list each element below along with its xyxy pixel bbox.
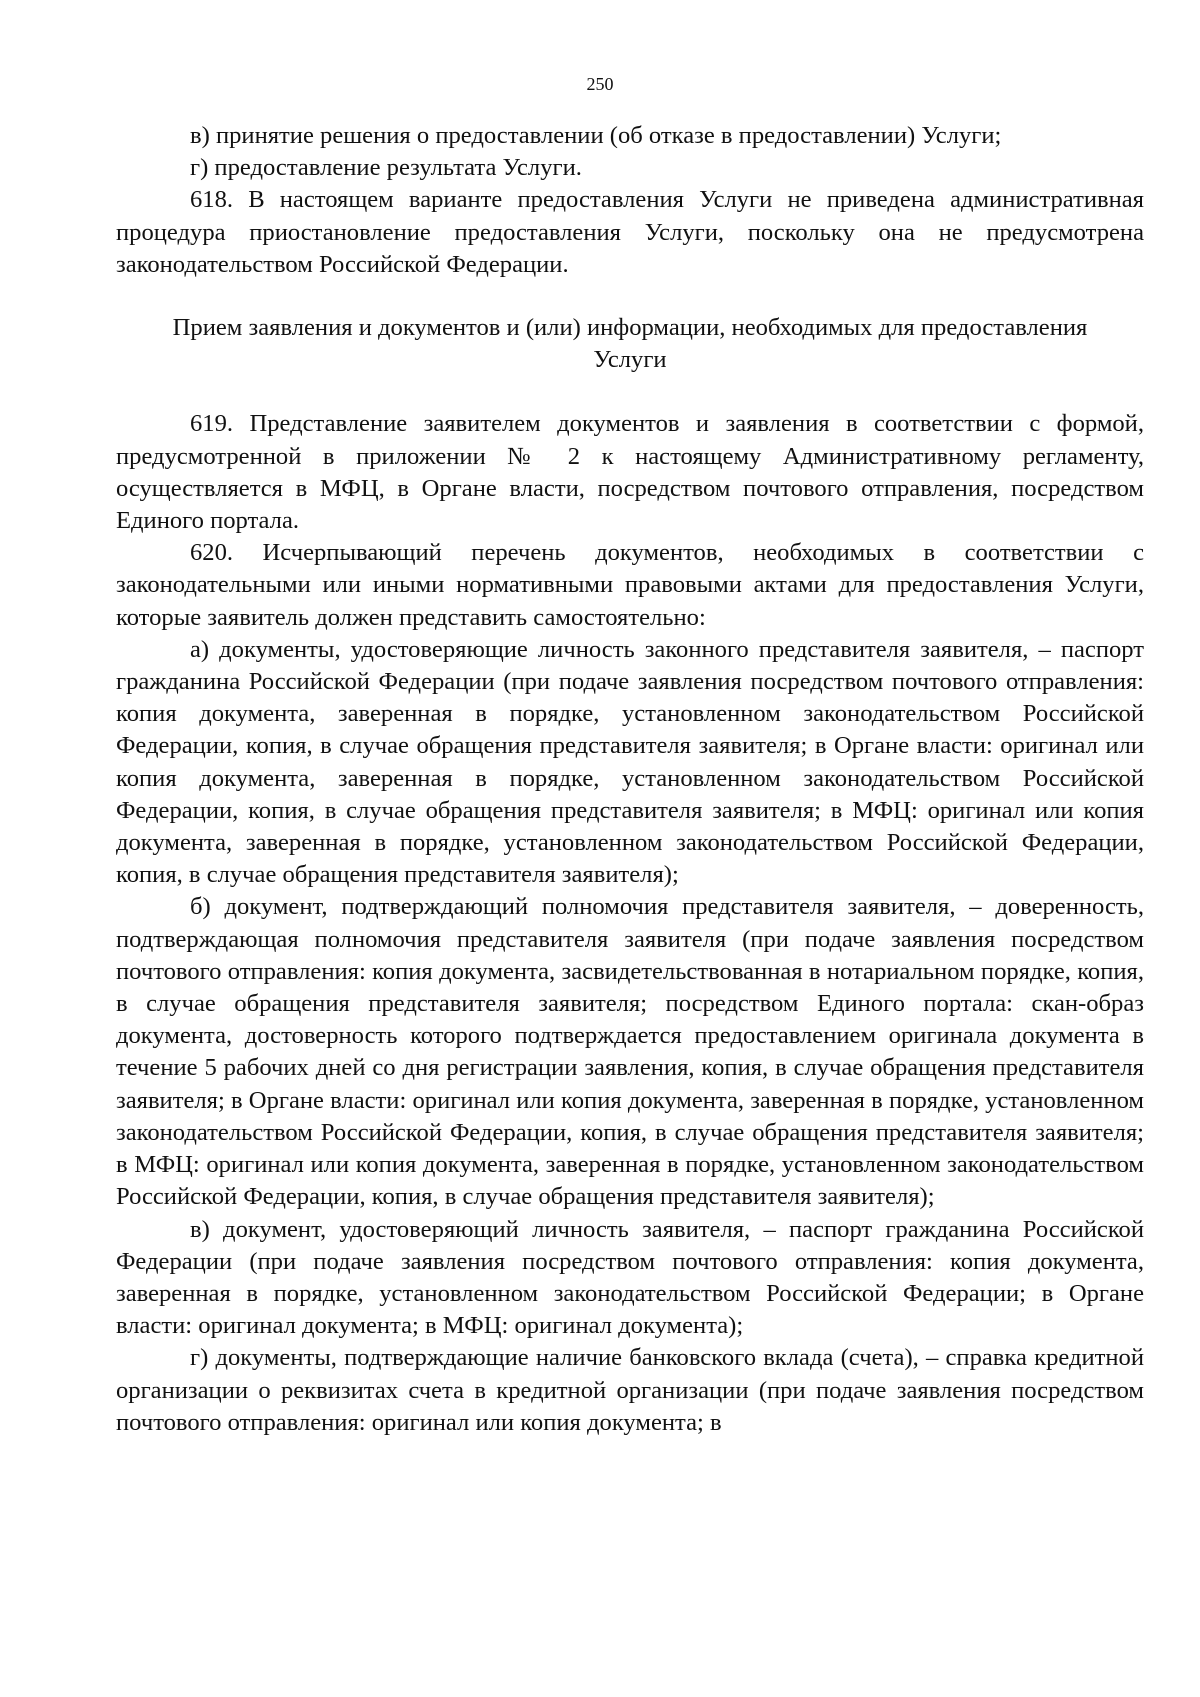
paragraph-item-g: г) предоставление результата Услуги. — [190, 154, 582, 182]
section-heading: Прием заявления и документов и (или) информации, необходимых для предоставления Услуги — [172, 314, 1088, 374]
paragraph-618: 618. В настоящем варианте предоставления Услуги не приведена административная процедура приостановление предоставления Услуги, поскольку она не предусмотрена законодательством Российской Федерации. — [116, 186, 1144, 278]
paragraph-620: 620. Исчерпывающий перечень документов, необходимых в соответствии с законодательными или иными нормативными правовыми актами для предоставления Услуги, которые заявитель должен представить самостоятельно: — [116, 539, 1144, 631]
paragraph-620-v: в) документ, удостоверяющий личность заявителя, – паспорт гражданина Российской Федерации (при подаче заявления посредством почтового отправления: копия документа, заверенная в порядке, установленном законодательством Российской Федерации; в Органе власти: оригинал документа; в МФЦ: оригинал документа); — [116, 1215, 1144, 1340]
document-body — [116, 120, 1144, 1439]
paragraph-619: 619. Представление заявителем документов и заявления в соответствии с формой, предусмотренной в приложении № 2 к настоящему Административному регламенту, осуществляется в МФЦ, в Органе власти, посредством почтового отправления, посредством Единого портала. — [116, 410, 1144, 535]
paragraph-item-v: в) принятие решения о предоставлении (об отказе в предоставлении) Услуги; — [190, 122, 1002, 149]
paragraph-620-a: а) документы, удостоверяющие личность законного представителя заявителя, – паспорт гражданина Российской Федерации (при подаче заявления посредством почтового отправления: копия документа, заверенная в порядке, установленном законодательством Российской Федерации, копия, в случае обращения представителя заявителя; в Органе власти: оригинал или копия документа, заверенная в порядке, установленном законодательством Российской Федерации, копия, в случае обращения представителя заявителя; в МФЦ: оригинал или копия документа, заверенная в порядке, установленном законодательством Российской Федерации, копия, в случае обращения представителя заявителя); — [116, 635, 1144, 889]
paragraph-620-g: г) документы, подтверждающие наличие банковского вклада (счета), – справка кредитной организации о реквизитах счета в кредитной организации (при подаче заявления посредством почтового отправления: оригинал или копия документа; в — [116, 1344, 1144, 1436]
paragraph-620-b: б) документ, подтверждающий полномочия представителя заявителя, – доверенность, подтверждающая полномочия представителя заявителя (при подаче заявления посредством почтового отправления: копия документа, засвидетельствованная в нотариальном порядке, копия, в случае обращения представителя заявителя; посредством Единого портала: скан-образ документа, достоверность которого подтверждается предоставлением оригинала документа в течение 5 рабочих дней со дня регистрации заявления, копия, в случае обращения представителя заявителя; в Органе власти: оригинал или копия документа, заверенная в порядке, установленном законодательством Российской Федерации, копия, в случае обращения представителя заявителя; в МФЦ: оригинал или копия документа, заверенная в порядке, установленном законодательством Российской Федерации, копия, в случае обращения представителя заявителя); — [116, 893, 1144, 1211]
page-number: 250 — [586, 74, 614, 94]
